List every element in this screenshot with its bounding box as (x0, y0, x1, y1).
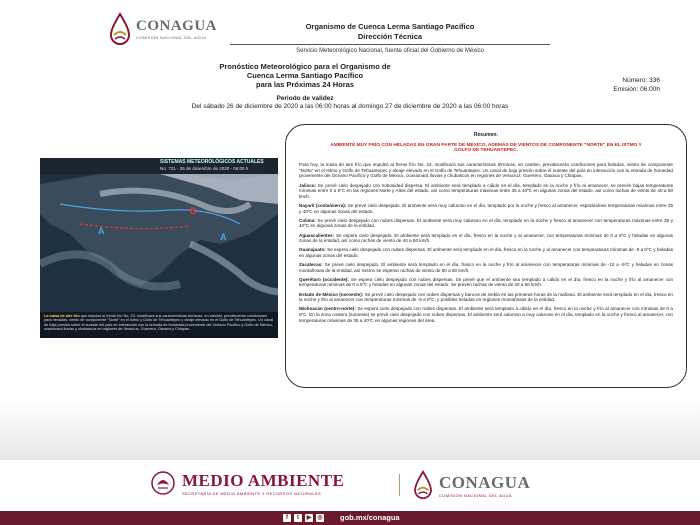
conagua-footer-subtitle: COMISIÓN NACIONAL DEL AGUA (439, 492, 513, 498)
issue-info (613, 76, 660, 94)
state-forecast-text: Se prevé cielo despejado con nubes dispersas. El ambiente será muy caluroso en el día, templado en la noche y fresco al amanecer con temperaturas máximas entre 35 y 40ºC en algunas zonas de la entidad. (299, 217, 673, 229)
state-forecast (299, 247, 673, 258)
validity-label: Periodo de validez (276, 95, 334, 102)
issue-time: Emisión: 06:00h (613, 86, 660, 93)
social-links (283, 514, 324, 522)
footer-band (0, 400, 700, 460)
validity-period: Del sábado 26 de diciembre de 2020 a las 06:00 horas al domingo 27 de diciembre de 2020 a las 06:00 horas (191, 103, 509, 110)
title-line-2: Cuenca Lerma Santiago Pacífico (246, 71, 364, 80)
medio-ambiente-title: MEDIO AMBIENTE (182, 470, 345, 490)
state-forecast (299, 203, 673, 214)
header-divider (230, 44, 550, 45)
gob-url-link[interactable]: gob.mx/conagua (340, 513, 400, 522)
brand-name: CONAGUA (136, 18, 217, 34)
instagram-icon[interactable]: ◎ (317, 515, 323, 521)
state-forecast (299, 262, 673, 273)
conagua-drop-icon-footer (412, 470, 434, 500)
state-label: Querétaro (occidente): (299, 276, 349, 282)
direction-name: Dirección Técnica (357, 32, 423, 41)
forecast-title (180, 62, 430, 102)
state-forecast-text: Se espera cielo despejado con nubes dispersas. El ambiente será templado en el día, fresco en la noche y al amanecer con temperaturas mínimas de -5 a 0ºC y heladas en algunas zonas del estado. (299, 247, 673, 258)
state-label: Colima: (299, 217, 316, 223)
state-forecast (299, 218, 673, 229)
page-footer (0, 460, 700, 525)
state-forecasts (299, 183, 673, 324)
conagua-drop-icon (108, 12, 132, 46)
state-label: Nayarit (costa/sierra): (299, 202, 347, 208)
state-forecast-text: Se prevé cielo despejado. El ambiente será muy caluroso en el día, templado por la noche y fresco al amanecer, esperándose temperaturas máximas entre 35 y 40ºC en algunas zonas del estado. (299, 202, 674, 214)
svg-text:B: B (190, 206, 197, 216)
state-label: Zacatecas: (299, 262, 323, 268)
satellite-image (40, 174, 278, 312)
map-caption-text: que impulsó al frente frío No. 23, modificará sus características térmicas, en cambio, prevalecerán condiciones para nevadas, viento de componente "Norte" en el Istmo y Golfo de Tehuantepec y oleaje elevado en el Golfo de Tehuantepec. Un canal de baja presión sobre el sureste del país en interacción con la entrada de humedad proveniente del Océano Pacífico y Golfo de México, ocasionará lluvias y chubascos en regiones de Veracruz, Guerrero, Oaxaca y Chiapas. (44, 314, 274, 332)
page-header (0, 0, 700, 60)
state-label: Guanajuato: (299, 247, 326, 253)
state-forecast-text: Se prevé cielo despejado. El ambiente será templado en el día, fresco en la noche y frío al amanecer con temperaturas mínimas de -10 a -5ºC y heladas en zonas montañosas de la entidad, así mismo se esperan rachas de viento de 50 a 60 km/h. (299, 262, 673, 273)
state-forecast-text: Se prevé cielo despejado con nubes dispersas y bancos de niebla en las primeras horas de la mañana. El ambiente será templado en el día, fresco en la noche y frío al amanecer con temperaturas mínimas de -5 a 0ºC, y posibles heladas en regiones montañosas de la entidad. (299, 291, 673, 303)
map-title: SISTEMAS METEOROLÓGICOS ACTUALES (160, 159, 264, 165)
state-label: Michoacán (centro-norte): (299, 306, 356, 312)
state-label: Aguascalientes: (299, 232, 335, 238)
twitter-icon[interactable]: t (294, 514, 302, 522)
summary-title: Resumen: (473, 132, 499, 138)
conagua-footer-title: CONAGUA (439, 472, 531, 492)
youtube-icon[interactable]: ▶ (306, 515, 312, 521)
weather-systems-map (40, 158, 278, 338)
title-line-3: para las Próximas 24 Horas (256, 80, 354, 89)
svg-text:A: A (220, 232, 227, 242)
logo-divider (399, 474, 400, 496)
state-forecast (299, 306, 673, 323)
brand-subtitle: COMISIÓN NACIONAL DEL AGUA (136, 35, 207, 40)
state-label: Jalisco: (299, 182, 317, 188)
summary-intro: Para hoy, la masa de aire frío que impulsó al frente frío No. 23, modificará sus características térmicas, en cambio, prevalecerán condiciones para heladas, viento de componente "Norte" en el Istmo y Golfo de Tehuantepec y oleaje elevado en el Golfo de Tehuantepec. Un canal de baja presión sobre el sureste del país en interacción con la entrada de humedad proveniente del Océano Pacífico y Golfo de México, ocasionará lluvias y chubascos en regiones de Veracruz, Guerrero, Oaxaca y Chiapas. (299, 162, 673, 179)
conagua-footer-logo (412, 470, 530, 500)
state-forecast-text: Se prevé cielo despejado con nubosidad dispersa. El ambiente será templado a cálido en el día, templado en la noche y frío al amanecer, se prevén bajas temperaturas mínimas entre 0 a 5ºC en las regiones Norte y Altos del estado, así como temperaturas máximas entre 35 a 40ºC en algunas zonas del estado, así como rachas de viento de 40 a 50 km/h. (299, 182, 673, 199)
state-forecast (299, 292, 673, 303)
state-forecast (299, 183, 673, 200)
state-forecast-text: Se espera cielo despejado con nubes dispersas. Se prevé que el ambiente sea templado a cálido en el día, fresco en la noche y frío al amanecer con temperaturas mínimas de 0 a 5ºC y heladas en algunas zonas del estado. Se prevén rachas de viento de 40 a 50 km/h. (299, 276, 674, 288)
state-forecast (299, 277, 673, 288)
title-line-1: Pronóstico Meteorológico para el Organismo de (219, 62, 391, 71)
issue-number: Número: 336 (622, 77, 660, 84)
state-label: Estado de México (noroeste): (299, 291, 364, 297)
map-date: No. 721 - 26 de diciembre de 2020 - 06:00 h (160, 166, 249, 171)
map-header (40, 158, 278, 174)
map-caption-lead: La masa de aire frío (44, 314, 80, 318)
organization-name: Organismo de Cuenca Lerma Santiago Pacífico (305, 22, 475, 31)
state-forecast-text: Se espera cielo despejado con nubes dispersas. El ambiente será templado a cálido en el día, fresco en la noche y frío al amanecer con mínimas de 0 a 5ºC. En la zona costera (suroeste) se prevé cielo despejado con nubes dispersas. El ambiente será caluroso a muy caluroso en el día, templado en la noche y fresco al amanecer, con temperaturas máximas de 35 a 40ºC en algunas regiones del área. (299, 306, 673, 323)
forecast-summary (285, 124, 687, 388)
footer-bar (0, 511, 700, 525)
conagua-logo (108, 12, 217, 46)
state-forecast (299, 233, 673, 244)
state-forecast-text: Se espera cielo despejado. El ambiente será templado en el día, fresco en la noche y al amanecer, con temperaturas mínimas de 0 a 5ºC y heladas en algunas zonas de la entidad, así como rachas de viento de 40 a 50 km/h. (299, 232, 673, 244)
svg-text:A: A (98, 226, 105, 236)
medio-ambiente-logo (150, 470, 344, 496)
map-caption (40, 312, 278, 338)
smn-subtitle: Servicio Meteorológico Nacional, fuente oficial del Gobierno de México (296, 48, 484, 54)
medio-ambiente-subtitle: SECRETARÍA DE MEDIO AMBIENTE Y RECURSOS NATURALES (182, 490, 322, 496)
eagle-seal-icon (150, 470, 176, 496)
facebook-icon[interactable]: f (283, 514, 291, 522)
summary-alert: AMBIENTE MUY FRÍO CON HELADAS EN GRAN PARTE DE MÉXICO, ADEMÁS DE VIENTOS DE COMPONENTE "NORTE" EN EL ISTMO Y GOLFO DE TEHUANTEPEC. (330, 142, 642, 154)
